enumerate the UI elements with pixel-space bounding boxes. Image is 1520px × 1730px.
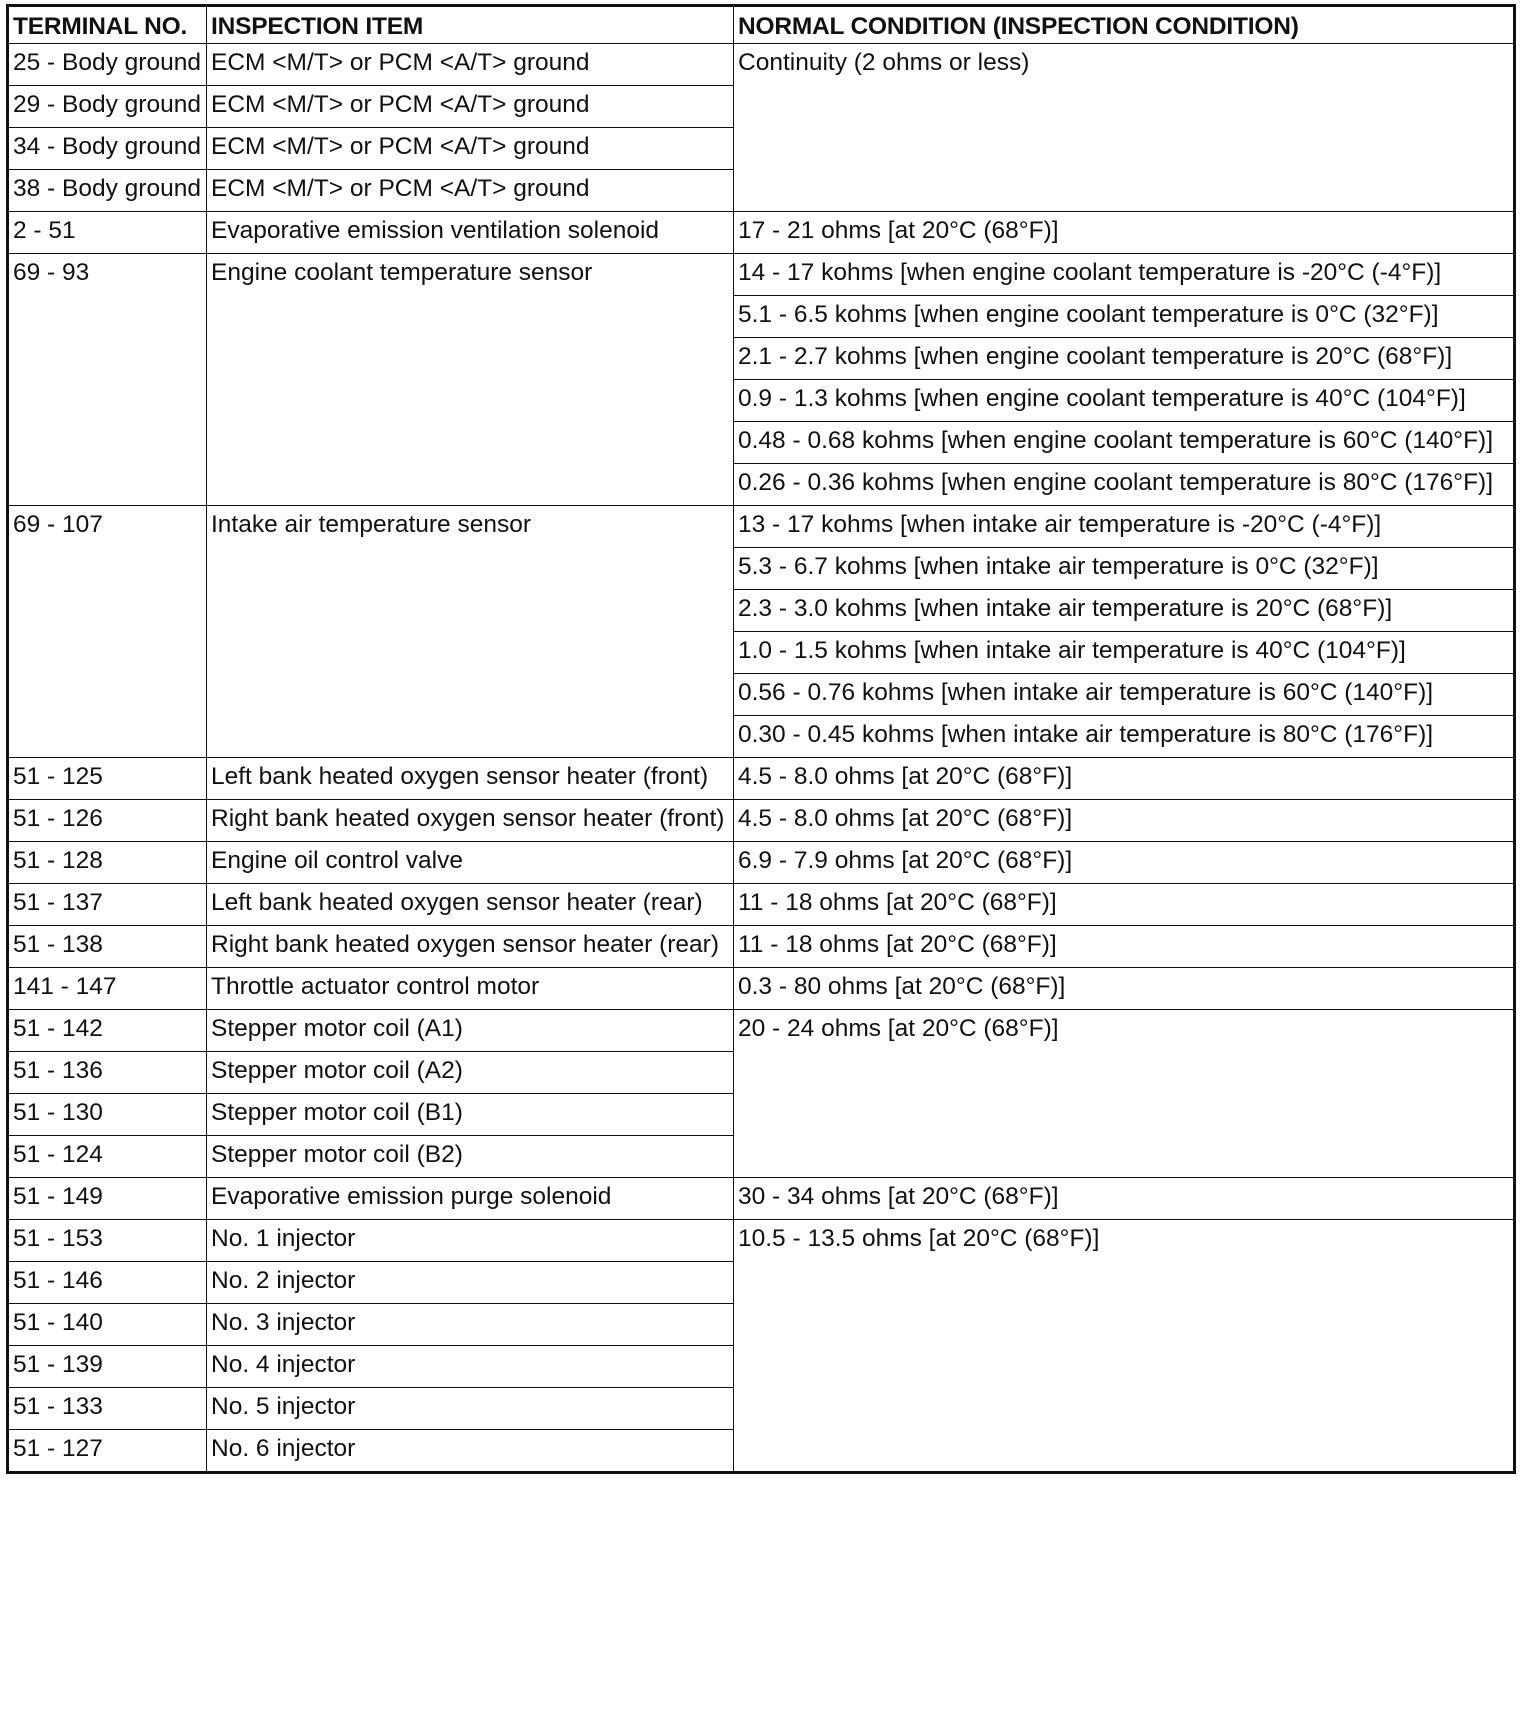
inspection-item-cell: Stepper motor coil (A1) — [207, 1010, 734, 1052]
table-row — [8, 212, 1515, 254]
terminal-no-cell: 38 - Body ground — [8, 170, 207, 212]
inspection-item-cell: No. 6 injector — [207, 1430, 734, 1473]
normal-condition-cell: 14 - 17 kohms [when engine coolant temperature is -20°C (-4°F)] — [734, 254, 1515, 296]
header-inspection-item: INSPECTION ITEM — [207, 6, 734, 44]
header-terminal-no: TERMINAL NO. — [8, 6, 207, 44]
inspection-item-cell: Evaporative emission purge solenoid — [207, 1178, 734, 1220]
normal-condition-cell: 0.48 - 0.68 kohms [when engine coolant temperature is 60°C (140°F)] — [734, 422, 1515, 464]
inspection-item-cell: Stepper motor coil (B1) — [207, 1094, 734, 1136]
inspection-item-cell: Throttle actuator control motor — [207, 968, 734, 1010]
normal-condition-cell: 0.56 - 0.76 kohms [when intake air temperature is 60°C (140°F)] — [734, 674, 1515, 716]
inspection-item-cell: Right bank heated oxygen sensor heater (front) — [207, 800, 734, 842]
inspection-item-cell: ECM <M/T> or PCM <A/T> ground — [207, 44, 734, 86]
inspection-item-cell: Stepper motor coil (B2) — [207, 1136, 734, 1178]
terminal-no-cell: 51 - 136 — [8, 1052, 207, 1094]
terminal-no-cell: 51 - 146 — [8, 1262, 207, 1304]
terminal-no-cell: 25 - Body ground — [8, 44, 207, 86]
inspection-item-cell: ECM <M/T> or PCM <A/T> ground — [207, 170, 734, 212]
table-row — [8, 926, 1515, 968]
terminal-no-cell: 51 - 140 — [8, 1304, 207, 1346]
inspection-item-cell: ECM <M/T> or PCM <A/T> ground — [207, 86, 734, 128]
inspection-item-cell: Left bank heated oxygen sensor heater (rear) — [207, 884, 734, 926]
table-row — [8, 44, 1515, 86]
normal-condition-cell: 5.3 - 6.7 kohms [when intake air temperature is 0°C (32°F)] — [734, 548, 1515, 590]
normal-condition-cell: 0.3 - 80 ohms [at 20°C (68°F)] — [734, 968, 1515, 1010]
normal-condition-cell: 11 - 18 ohms [at 20°C (68°F)] — [734, 884, 1515, 926]
inspection-item-cell: No. 5 injector — [207, 1388, 734, 1430]
normal-condition-cell: 11 - 18 ohms [at 20°C (68°F)] — [734, 926, 1515, 968]
normal-condition-cell: 5.1 - 6.5 kohms [when engine coolant temperature is 0°C (32°F)] — [734, 296, 1515, 338]
normal-condition-cell: 20 - 24 ohms [at 20°C (68°F)] — [734, 1010, 1515, 1178]
terminal-no-cell: 51 - 124 — [8, 1136, 207, 1178]
terminal-no-cell: 51 - 149 — [8, 1178, 207, 1220]
normal-condition-cell: Continuity (2 ohms or less) — [734, 44, 1515, 212]
table-row — [8, 254, 1515, 296]
terminal-no-cell: 51 - 125 — [8, 758, 207, 800]
normal-condition-cell: 6.9 - 7.9 ohms [at 20°C (68°F)] — [734, 842, 1515, 884]
inspection-item-cell: No. 1 injector — [207, 1220, 734, 1262]
normal-condition-cell: 4.5 - 8.0 ohms [at 20°C (68°F)] — [734, 800, 1515, 842]
terminal-no-cell: 2 - 51 — [8, 212, 207, 254]
normal-condition-cell: 1.0 - 1.5 kohms [when intake air temperature is 40°C (104°F)] — [734, 632, 1515, 674]
terminal-no-cell: 34 - Body ground — [8, 128, 207, 170]
terminal-no-cell: 51 - 126 — [8, 800, 207, 842]
inspection-item-cell: No. 2 injector — [207, 1262, 734, 1304]
terminal-no-cell: 69 - 107 — [8, 506, 207, 758]
normal-condition-cell: 2.3 - 3.0 kohms [when intake air temperature is 20°C (68°F)] — [734, 590, 1515, 632]
normal-condition-cell: 13 - 17 kohms [when intake air temperature is -20°C (-4°F)] — [734, 506, 1515, 548]
normal-condition-cell: 30 - 34 ohms [at 20°C (68°F)] — [734, 1178, 1515, 1220]
normal-condition-cell: 0.30 - 0.45 kohms [when intake air temperature is 80°C (176°F)] — [734, 716, 1515, 758]
terminal-no-cell: 51 - 138 — [8, 926, 207, 968]
terminal-no-cell: 51 - 139 — [8, 1346, 207, 1388]
terminal-no-cell: 51 - 133 — [8, 1388, 207, 1430]
inspection-item-cell: Engine coolant temperature sensor — [207, 254, 734, 506]
table-row — [8, 842, 1515, 884]
inspection-table — [6, 4, 1516, 1474]
table-body — [8, 44, 1515, 1473]
header-normal-condition: NORMAL CONDITION (INSPECTION CONDITION) — [734, 6, 1515, 44]
inspection-table-container — [6, 4, 1516, 1474]
terminal-no-cell: 51 - 142 — [8, 1010, 207, 1052]
table-row — [8, 1010, 1515, 1052]
inspection-item-cell: Left bank heated oxygen sensor heater (front) — [207, 758, 734, 800]
table-row — [8, 800, 1515, 842]
normal-condition-cell: 4.5 - 8.0 ohms [at 20°C (68°F)] — [734, 758, 1515, 800]
inspection-item-cell: ECM <M/T> or PCM <A/T> ground — [207, 128, 734, 170]
inspection-item-cell: Evaporative emission ventilation solenoid — [207, 212, 734, 254]
inspection-item-cell: No. 3 injector — [207, 1304, 734, 1346]
table-row — [8, 506, 1515, 548]
table-row — [8, 968, 1515, 1010]
normal-condition-cell: 17 - 21 ohms [at 20°C (68°F)] — [734, 212, 1515, 254]
terminal-no-cell: 69 - 93 — [8, 254, 207, 506]
table-row — [8, 1178, 1515, 1220]
normal-condition-cell: 0.26 - 0.36 kohms [when engine coolant temperature is 80°C (176°F)] — [734, 464, 1515, 506]
terminal-no-cell: 29 - Body ground — [8, 86, 207, 128]
normal-condition-cell: 10.5 - 13.5 ohms [at 20°C (68°F)] — [734, 1220, 1515, 1473]
inspection-item-cell: Engine oil control valve — [207, 842, 734, 884]
header-row — [8, 6, 1515, 44]
normal-condition-cell: 0.9 - 1.3 kohms [when engine coolant temperature is 40°C (104°F)] — [734, 380, 1515, 422]
terminal-no-cell: 51 - 130 — [8, 1094, 207, 1136]
inspection-item-cell: No. 4 injector — [207, 1346, 734, 1388]
table-row — [8, 884, 1515, 926]
table-row — [8, 1220, 1515, 1262]
terminal-no-cell: 51 - 153 — [8, 1220, 207, 1262]
inspection-item-cell: Right bank heated oxygen sensor heater (rear) — [207, 926, 734, 968]
inspection-item-cell: Stepper motor coil (A2) — [207, 1052, 734, 1094]
terminal-no-cell: 51 - 128 — [8, 842, 207, 884]
terminal-no-cell: 141 - 147 — [8, 968, 207, 1010]
terminal-no-cell: 51 - 127 — [8, 1430, 207, 1473]
inspection-item-cell: Intake air temperature sensor — [207, 506, 734, 758]
table-row — [8, 758, 1515, 800]
terminal-no-cell: 51 - 137 — [8, 884, 207, 926]
normal-condition-cell: 2.1 - 2.7 kohms [when engine coolant temperature is 20°C (68°F)] — [734, 338, 1515, 380]
